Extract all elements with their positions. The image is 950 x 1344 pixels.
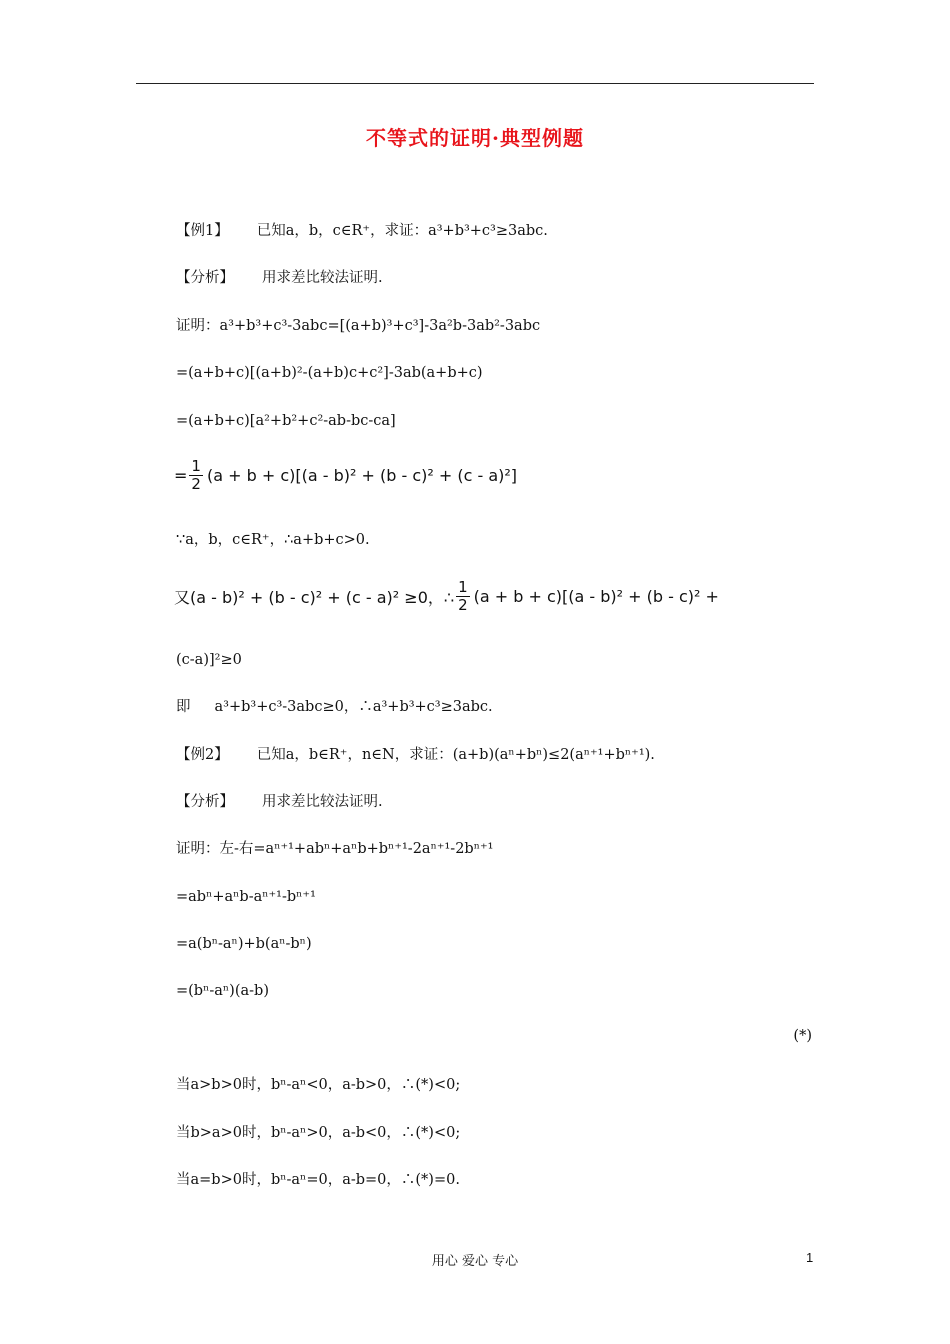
header-rule [136, 83, 814, 84]
continuation-line: (c-a)]²≥0 [176, 652, 242, 668]
fraction-numerator: 1 [458, 578, 468, 596]
proof1-line: =(a+b+c)[a²+b²+c²-ab-bc-ca] [176, 413, 396, 429]
example2-line [176, 745, 655, 765]
case-line: 当a=b>0时，bⁿ-aⁿ=0，a-b=0，∴(*)=0. [176, 1172, 460, 1188]
proof1-line: =(a+b+c)[(a+b)²-(a+b)c+c²]-3ab(a+b+c) [176, 365, 483, 381]
formula1-prefix: = [174, 466, 188, 485]
proof2-line: =(bⁿ-aⁿ)(a-b) [176, 983, 269, 999]
analysis2-label: 【分析】 [176, 794, 234, 810]
conclusion1-text: a³+b³+c³-3abc≥0，∴a³+b³+c³≥3abc. [214, 699, 493, 715]
fraction-denominator: 2 [458, 596, 468, 614]
formula2-rest: (a + b + c)[(a - b)² + (b - c)² + [473, 587, 719, 606]
analysis2-line [176, 792, 383, 812]
analysis2-text: 用求差比较法证明. [262, 794, 383, 810]
formula2-prefix: 又(a - b)² + (b - c)² + (c - a)² ≥0，∴ [174, 588, 455, 607]
proof1-line: 证明：a³+b³+c³-3abc=[(a+b)³+c³]-3a²b-3ab²-3abc [176, 318, 541, 334]
formula2-fraction [456, 579, 470, 614]
formula2 [174, 579, 719, 614]
example1-label: 【例1】 [176, 223, 229, 239]
fraction-numerator: 1 [191, 457, 201, 475]
example2-label: 【例2】 [176, 747, 229, 763]
example1-statement: 已知a，b，c∈R⁺，求证：a³+b³+c³≥3abc. [256, 223, 548, 239]
analysis1-text: 用求差比较法证明. [262, 270, 383, 286]
proof2-line: 证明：左-右=aⁿ⁺¹+abⁿ+aⁿb+bⁿ⁺¹-2aⁿ⁺¹-2bⁿ⁺¹ [176, 841, 494, 857]
conclusion1-lead: 即 [176, 699, 191, 715]
case-line: 当b>a>0时，bⁿ-aⁿ>0，a-b<0，∴(*)<0; [176, 1125, 461, 1141]
proof2-line: =abⁿ+aⁿb-aⁿ⁺¹-bⁿ⁺¹ [176, 889, 316, 905]
page-number: 1 [806, 1250, 814, 1265]
example1-line [176, 221, 548, 241]
formula1-fraction [189, 458, 203, 493]
formula1 [174, 458, 517, 493]
page-footer: 用心 爱心 专心 [431, 1254, 519, 1269]
case-line: 当a>b>0时，bⁿ-aⁿ<0，a-b>0，∴(*)<0; [176, 1077, 461, 1093]
page-title: 不等式的证明·典型例题 [366, 126, 584, 150]
proof2-line: =a(bⁿ-aⁿ)+b(aⁿ-bⁿ) [176, 936, 312, 952]
analysis1-line [176, 268, 383, 288]
fraction-denominator: 2 [191, 475, 201, 493]
since-line: ∵a，b，c∈R⁺，∴a+b+c>0. [176, 532, 370, 548]
star-mark: (*) [793, 1028, 812, 1044]
conclusion1-line [176, 697, 493, 717]
example2-statement: 已知a，b∈R⁺，n∈N，求证：(a+b)(aⁿ+bⁿ)≤2(aⁿ⁺¹+bⁿ⁺¹). [256, 747, 655, 763]
formula1-rest: (a + b + c)[(a - b)² + (b - c)² + (c - a)²] [206, 466, 518, 485]
analysis1-label: 【分析】 [176, 270, 234, 286]
